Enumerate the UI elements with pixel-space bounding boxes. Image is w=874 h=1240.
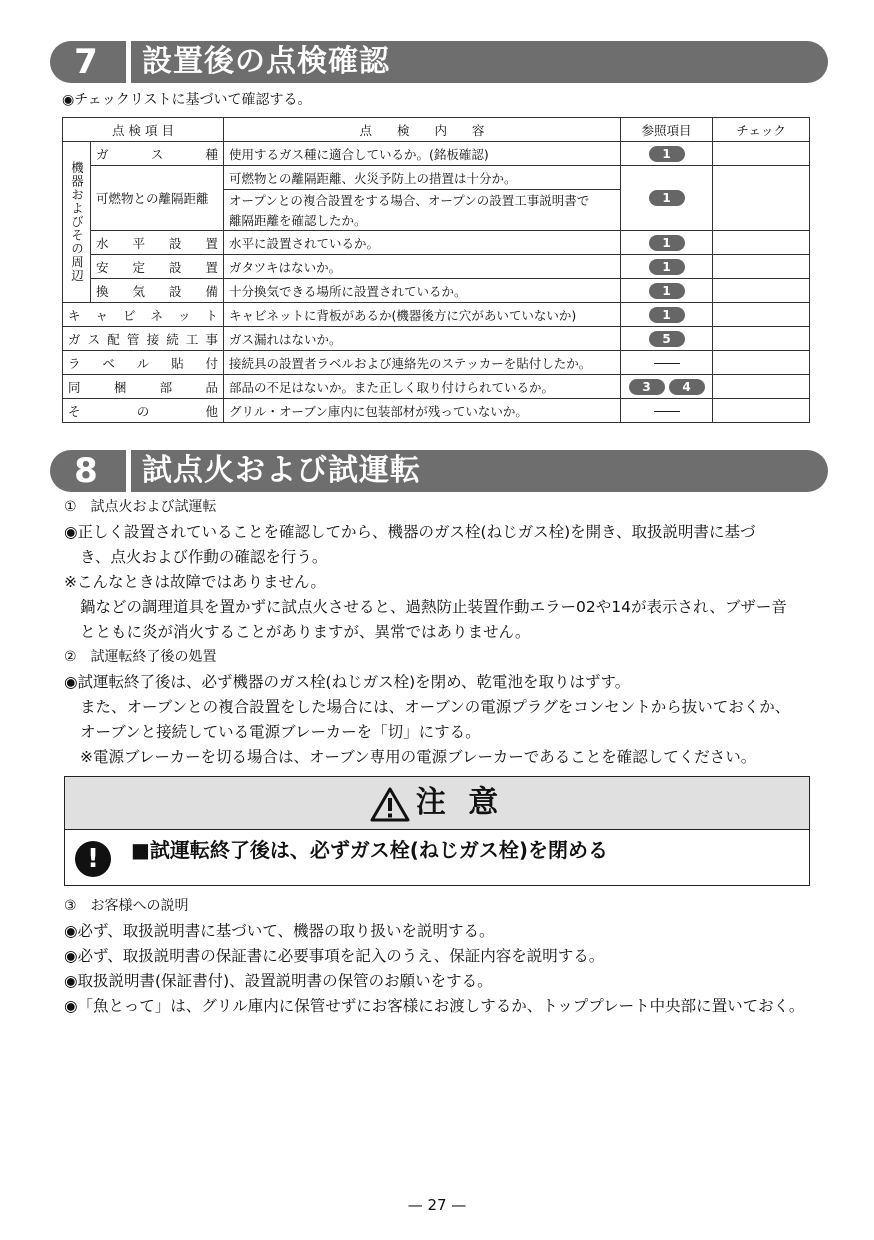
exclamation-icon: !: [75, 841, 111, 877]
check-cell[interactable]: [713, 142, 810, 166]
ref-cell: [621, 399, 713, 423]
caution-header: [65, 777, 809, 830]
check-cell[interactable]: [713, 231, 810, 255]
check-cell[interactable]: [713, 399, 810, 423]
ref-cell: [621, 375, 713, 399]
check-cell[interactable]: [713, 255, 810, 279]
step-3-heading: ③ お客様への説明: [64, 898, 189, 914]
ref-cell: [621, 351, 713, 375]
item-cell: キャビネット: [63, 303, 224, 327]
header-check: チェック: [713, 118, 810, 142]
caution-message: ■試運転終了後は、必ずガス栓(ねじガス栓)を閉める: [131, 838, 608, 862]
table-header-row: [63, 118, 810, 142]
ref-cell: [621, 327, 713, 351]
content-cell: 接続具の設置者ラベルおよび連絡先のステッカーを貼付したか。: [224, 351, 621, 375]
table-row: [63, 279, 810, 303]
body-line: ◉取扱説明書(保証書付)、設置説明書の保管のお願いをする。: [64, 972, 493, 990]
ref-cell: [621, 166, 713, 231]
content-cell: 使用するガス種に適合しているか。(銘板確認): [224, 142, 621, 166]
item-cell: その他: [63, 399, 224, 423]
body-line: とともに炎が消火することがありますが、異常ではありません。: [80, 623, 531, 641]
body-line: き、点火および作動の確認を行う。: [80, 548, 328, 566]
header-item: 点 検 項 目: [63, 118, 224, 142]
ref-badge: 1: [649, 235, 685, 251]
body-line: 鍋などの調理道具を置かずに試点火させると、過熱防止装置作動エラー02や14が表示され、ブザー音: [80, 598, 787, 616]
section-7-header: [50, 41, 828, 83]
ref-badge: 1: [649, 259, 685, 275]
table-row: [63, 399, 810, 423]
item-cell: ガス配管接続工事: [63, 327, 224, 351]
item-cell: 可燃物との離隔距離: [91, 166, 224, 231]
table-row: [63, 166, 810, 190]
body-line: ※こんなときは故障ではありません。: [64, 573, 326, 591]
item-cell: 水平設置: [91, 231, 224, 255]
section-8-number: 8: [74, 451, 98, 491]
table-row: [63, 327, 810, 351]
table-row: [63, 255, 810, 279]
section-7-title: 設置後の点検確認: [142, 44, 390, 79]
body-line: ◉「魚とって」は、グリル庫内に保管せずにお客様にお渡しするか、トッププレート中央部に置いておく。: [64, 997, 805, 1015]
dash-mark: [654, 363, 680, 364]
content-cell: 部品の不足はないか。また正しく取り付けられているか。: [224, 375, 621, 399]
step-2-heading: ② 試運転終了後の処置: [64, 649, 217, 665]
content-cell: ガタツキはないか。: [224, 255, 621, 279]
body-line: ◉試運転終了後は、必ず機器のガス栓(ねじガス栓)を閉め、乾電池を取りはずす。: [64, 673, 631, 691]
table-row: [63, 351, 810, 375]
ref-badge: 4: [669, 379, 705, 395]
ref-badge: 1: [649, 146, 685, 162]
item-cell: 同梱部品: [63, 375, 224, 399]
section-divider: [126, 41, 131, 83]
ref-badge: 1: [649, 283, 685, 299]
content-cell: 可燃物との離隔距離、火災予防上の措置は十分か。: [224, 166, 621, 190]
item-cell: 換気設備: [91, 279, 224, 303]
ref-cell: [621, 231, 713, 255]
check-cell[interactable]: [713, 279, 810, 303]
ref-badge: 5: [649, 331, 685, 347]
group-label: 機器およびその周辺: [63, 142, 91, 303]
table-row: [63, 142, 810, 166]
body-line: ◉必ず、取扱説明書に基づいて、機器の取り扱いを説明する。: [64, 922, 495, 940]
body-line: オーブンと接続している電源ブレーカーを「切」にする。: [80, 723, 481, 741]
body-line: ◉正しく設置されていることを確認してから、機器のガス栓(ねじガス栓)を開き、取扱説明書に基づ: [64, 523, 756, 541]
content-cell: ガス漏れはないか。: [224, 327, 621, 351]
header-content: 点 検 内 容: [224, 118, 621, 142]
content-cell: 水平に設置されているか。: [224, 231, 621, 255]
ref-badge: 3: [629, 379, 665, 395]
page-number: — 27 —: [407, 1196, 467, 1214]
item-cell: ラベル貼付: [63, 351, 224, 375]
warning-triangle-icon: [370, 786, 410, 822]
body-line: また、オーブンとの複合設置をした場合には、オーブンの電源プラグをコンセントから抜いておくか、: [80, 698, 791, 716]
section-8-title: 試点火および試運転: [142, 453, 421, 488]
ref-badge: 1: [649, 190, 685, 206]
section-7-number: 7: [74, 42, 98, 82]
table-row: [63, 231, 810, 255]
ref-badge: 1: [649, 307, 685, 323]
ref-cell: [621, 279, 713, 303]
check-cell[interactable]: [713, 166, 810, 231]
caution-box: [64, 776, 810, 886]
content-cell: グリル・オーブン庫内に包装部材が残っていないか。: [224, 399, 621, 423]
step-1-heading: ① 試点火および試運転: [64, 499, 217, 515]
dash-mark: [654, 411, 680, 412]
check-cell[interactable]: [713, 327, 810, 351]
table-row: [63, 303, 810, 327]
section-divider: [126, 450, 131, 492]
content-cell: 十分換気できる場所に設置されているか。: [224, 279, 621, 303]
content-cell: オープンとの複合設置をする場合、オープンの設置工事説明書で: [224, 190, 621, 211]
body-line: ◉必ず、取扱説明書の保証書に必要事項を記入のうえ、保証内容を説明する。: [64, 947, 605, 965]
check-cell[interactable]: [713, 375, 810, 399]
section-7-intro: ◉チェックリストに基づいて確認する。: [62, 92, 312, 108]
ref-cell: [621, 303, 713, 327]
content-cell: キャビネットに背板があるか(機器後方に穴があいていないか): [224, 303, 621, 327]
checklist-table: [62, 117, 810, 423]
caution-title: 注 意: [415, 785, 505, 820]
ref-cell: [621, 142, 713, 166]
item-cell: 安定設置: [91, 255, 224, 279]
ref-cell: [621, 255, 713, 279]
check-cell[interactable]: [713, 303, 810, 327]
body-line: ※電源ブレーカーを切る場合は、オーブン専用の電源ブレーカーであることを確認してください。: [80, 748, 757, 766]
item-cell: ガス種: [91, 142, 224, 166]
content-cell: 離隔距離を確認したか。: [224, 210, 621, 231]
table-row: [63, 375, 810, 399]
header-ref: 参照項目: [621, 118, 713, 142]
check-cell[interactable]: [713, 351, 810, 375]
section-8-header: [50, 450, 828, 492]
